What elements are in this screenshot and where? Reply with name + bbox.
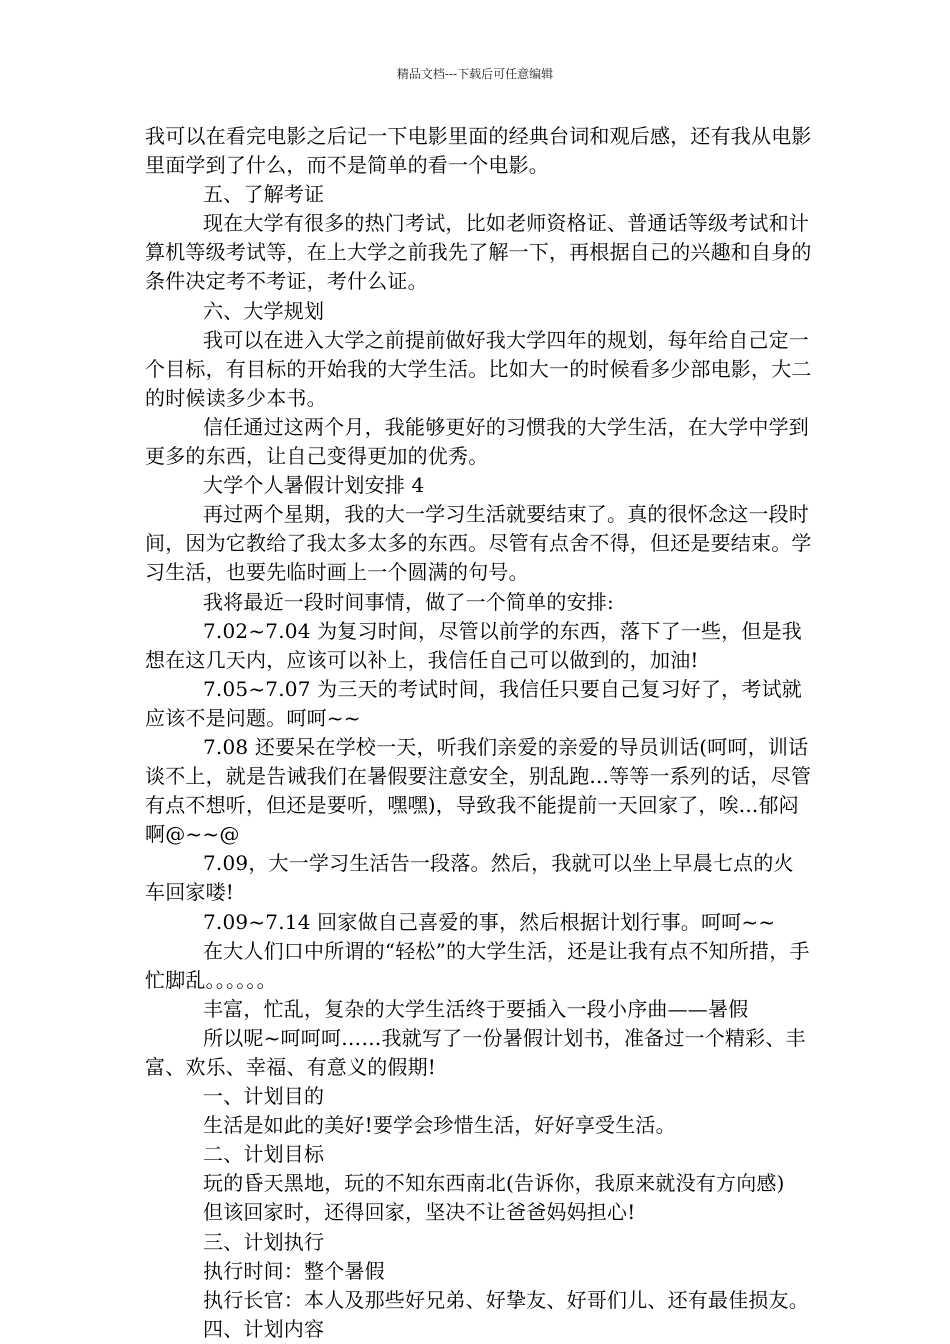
page-header: 精品文档---下载后可任意编辑 <box>396 67 554 81</box>
section-heading: 五、了解考证 <box>203 182 325 207</box>
paragraph: 信任通过这两个月，我能够更好的习惯我的大学生活，在大学中学到更多的东西，让自己变得更加的优秀。 <box>145 414 809 469</box>
paragraph: 再过两个星期，我的大一学习生活就要结束了。真的很怀念这一段时间，因为它教给了我太多太多的东西。尽管有点舍不得，但还是要结束。学习生活，也要先临时画上一个圆满的句号。 <box>145 502 812 585</box>
paragraph: 在大人们口中所谓的“轻松”的大学生活，还是让我有点不知所措，手忙脚乱。。。。。。 <box>145 938 810 992</box>
section-heading: 一、计划目的 <box>203 1084 325 1109</box>
paragraph: 生活是如此的美好!要学会珍惜生活，好好享受生活。 <box>203 1113 676 1138</box>
section-heading: 四、计划内容 <box>203 1316 325 1341</box>
schedule-item: 7.09，大一学习生活告一段落。然后，我就可以坐上早晨七点的火车回家喽! <box>145 851 794 905</box>
schedule-item: 7.08 还要呆在学校一天，听我们亲爱的亲爱的导员训话(呵呵，训话谈不上，就是告诫我们在暑假要注意安全，别乱跑...等等一系列的话，尽管有点不想听，但还是要听，嘿嘿)，导致我不能提前一天回家了，唉...郁闷啊@~~@ <box>145 734 812 847</box>
document-body <box>145 122 813 1344</box>
paragraph: 执行时间：整个暑假 <box>203 1258 385 1283</box>
section-heading: 六、大学规划 <box>203 298 325 323</box>
schedule-item: 7.02~7.04 为复习时间，尽管以前学的东西，落下了一些，但是我想在这几天内，应该可以补上，我信任自己可以做到的，加油! <box>145 618 802 672</box>
paragraph: 丰富，忙乱，复杂的大学生活终于要插入一段小序曲——暑假 <box>203 996 749 1021</box>
schedule-item: 7.05~7.07 为三天的考试时间，我信任只要自己复习好了，考试就应该不是问题。呵呵~~ <box>145 676 802 730</box>
section-heading: 二、计划目标 <box>203 1142 325 1167</box>
paragraph: 我将最近一段时间事情，做了一个简单的安排: <box>203 589 614 614</box>
paragraph: 我可以在进入大学之前提前做好我大学四年的规划，每年给自己定一个目标，有目标的开始我的大学生活。比如大一的时候看多少部电影，大二的时候读多少本书。 <box>145 327 812 410</box>
paragraph: 我可以在看完电影之后记一下电影里面的经典台词和观后感，还有我从电影里面学到了什么，而不是简单的看一个电影。 <box>145 124 812 178</box>
paragraph: 现在大学有很多的热门考试，比如老师资格证、普通话等级考试和计算机等级考试等，在上大学之前我先了解一下，再根据自己的兴趣和自身的条件决定考不考证，考什么证。 <box>145 211 812 294</box>
section-heading: 三、计划执行 <box>203 1229 325 1254</box>
paragraph: 玩的昏天黑地，玩的不知东西南北(告诉你，我原来就没有方向感) <box>203 1171 785 1196</box>
schedule-item: 7.09~7.14 回家做自己喜爱的事，然后根据计划行事。呵呵~~ <box>203 909 776 934</box>
article-title: 大学个人暑假计划安排 4 <box>203 473 425 498</box>
paragraph: 执行长官：本人及那些好兄弟、好挚友、好哥们儿、还有最佳损友。 <box>203 1287 809 1312</box>
paragraph: 所以呢~呵呵呵……我就写了一份暑假计划书，准备过一个精彩、丰富、欢乐、幸福、有意义的假期! <box>145 1025 806 1079</box>
paragraph: 但该回家时，还得回家，坚决不让爸爸妈妈担心! <box>203 1200 636 1225</box>
